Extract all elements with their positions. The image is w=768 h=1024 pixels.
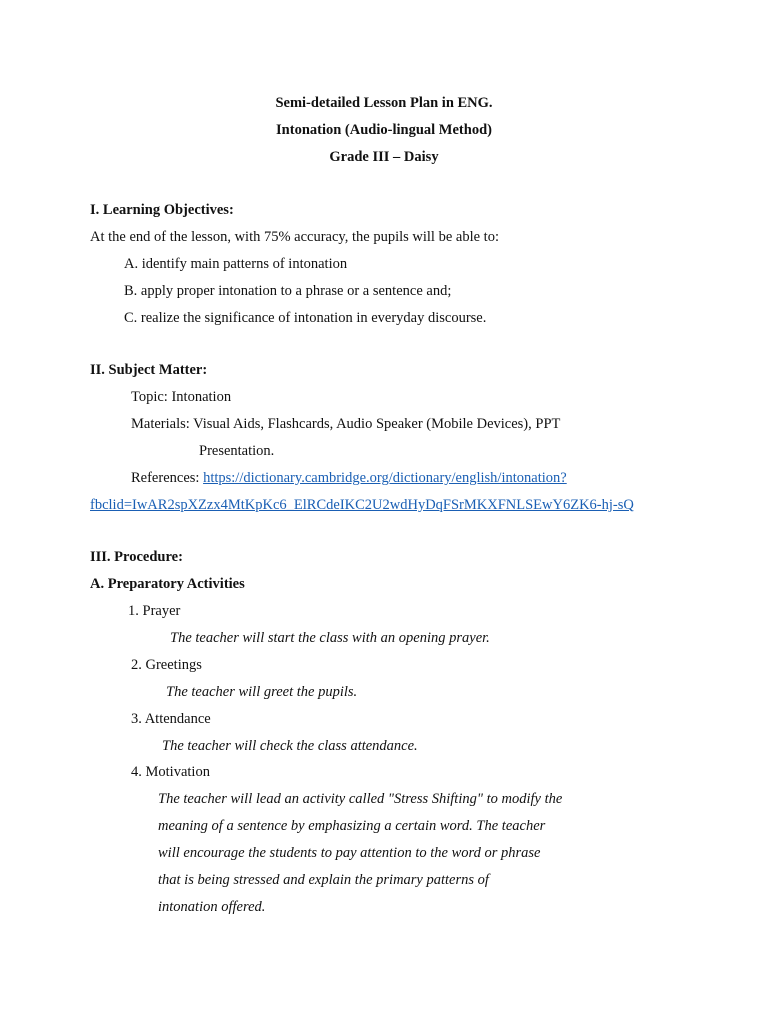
procedure-step-description: The teacher will check the class attendance.	[162, 738, 418, 754]
procedure-heading: III. Procedure:	[90, 549, 183, 565]
objective-item: B. apply proper intonation to a phrase or a sentence and;	[124, 283, 452, 299]
procedure-step-description-line: meaning of a sentence by emphasizing a certain word. The teacher	[158, 818, 546, 834]
objective-item: C. realize the significance of intonation in everyday discourse.	[124, 310, 487, 326]
procedure-subheading: A. Preparatory Activities	[90, 576, 245, 592]
objectives-heading: I. Learning Objectives:	[90, 202, 234, 218]
procedure-step-label: 1. Prayer	[128, 603, 181, 619]
subject-references-continued	[90, 496, 634, 514]
procedure-step-description-line: The teacher will lead an activity called "Stress Shifting" to modify the	[158, 791, 563, 807]
procedure-step-label: 4. Motivation	[131, 764, 210, 780]
procedure-step-label: 2. Greetings	[131, 657, 202, 673]
subject-topic: Topic: Intonation	[131, 389, 232, 405]
objectives-intro: At the end of the lesson, with 75% accuracy, the pupils will be able to:	[90, 229, 499, 245]
references-label: References:	[131, 470, 204, 486]
procedure-step-description: The teacher will start the class with an opening prayer.	[170, 630, 490, 646]
document-title: Semi-detailed Lesson Plan in ENG.	[275, 95, 493, 111]
procedure-step-description-line: that is being stressed and explain the primary patterns of	[158, 872, 489, 888]
document-subtitle: Intonation (Audio-lingual Method)	[276, 122, 492, 138]
procedure-step-description-line: will encourage the students to pay attention to the word or phrase	[158, 845, 541, 861]
procedure-step-label: 3. Attendance	[131, 711, 211, 727]
objective-item: A. identify main patterns of intonation	[124, 256, 348, 272]
subject-materials-continued: Presentation.	[199, 443, 275, 459]
procedure-step-description: The teacher will greet the pupils.	[166, 684, 358, 700]
procedure-step-description-line: intonation offered.	[158, 899, 266, 915]
subject-materials: Materials: Visual Aids, Flashcards, Audio Speaker (Mobile Devices), PPT	[131, 416, 561, 432]
document-grade: Grade III – Daisy	[329, 149, 439, 165]
subject-matter-heading: II. Subject Matter:	[90, 362, 208, 378]
references-link[interactable]: https://dictionary.cambridge.org/dictionary/english/intonation?	[203, 470, 567, 486]
references-link-continued[interactable]: fbclid=IwAR2spXZzx4MtKpKc6_ElRCdeIKC2U2wdHyDqFSrMKXFNLSEwY6ZK6-hj-sQ	[90, 497, 634, 513]
subject-references	[131, 469, 567, 487]
